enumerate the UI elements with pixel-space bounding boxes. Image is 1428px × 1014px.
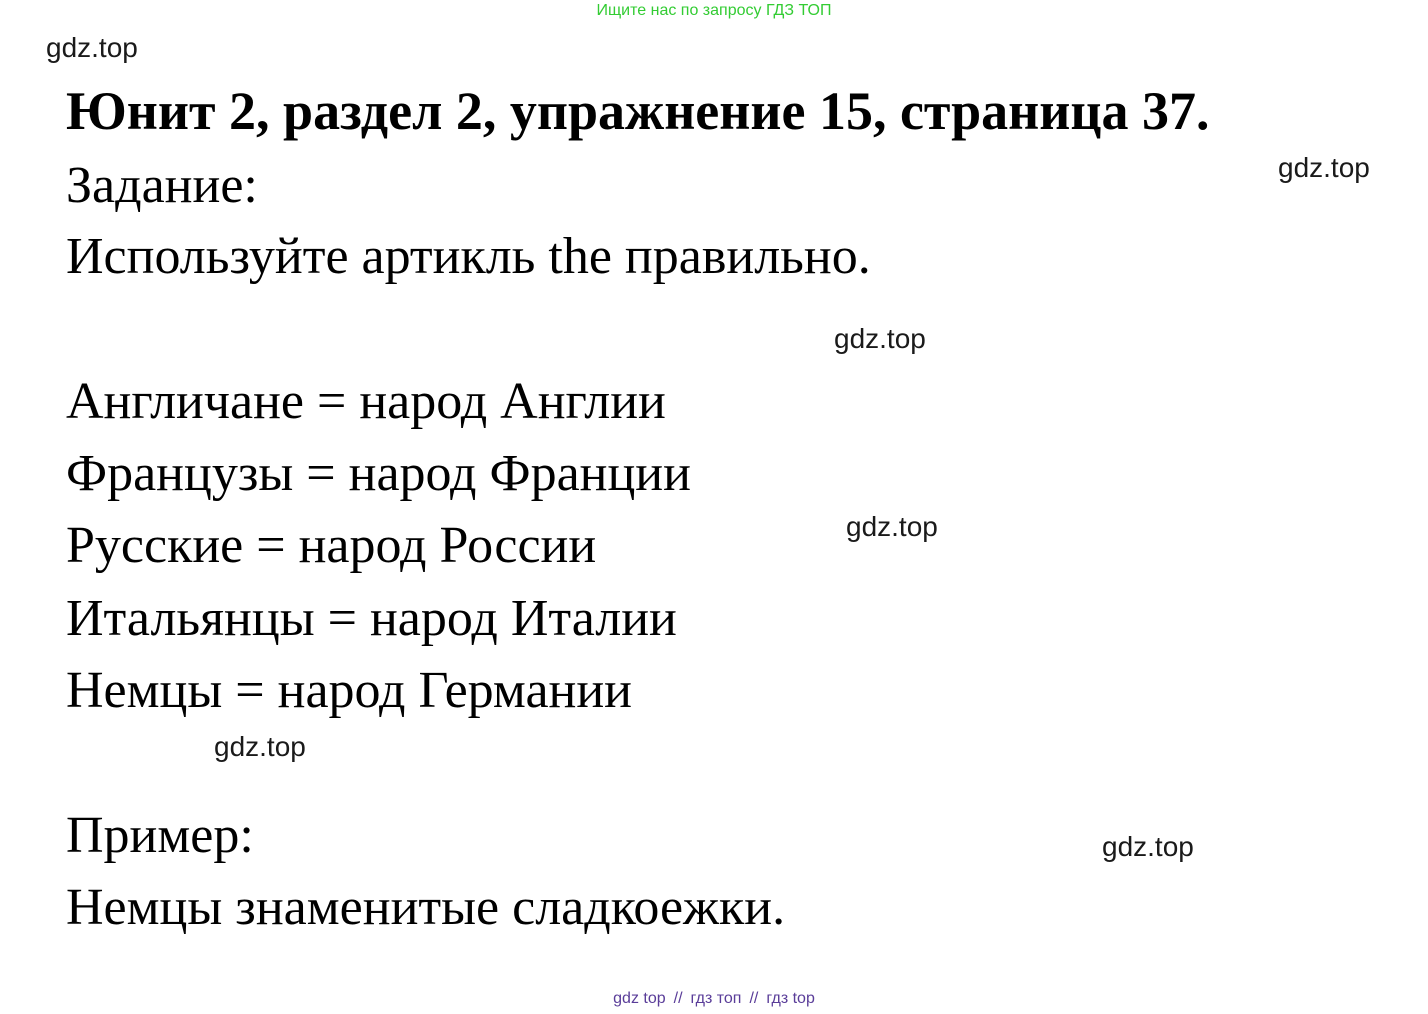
pair-line: Англичане = народ Англии — [66, 373, 666, 430]
footer-link[interactable]: гдз top — [766, 990, 815, 1007]
footer-link[interactable]: гдз топ — [690, 990, 742, 1007]
watermark: gdz.top — [846, 511, 938, 542]
pair-line: Итальянцы = народ Италии — [66, 590, 677, 647]
task-text: Используйте артикль the правильно. — [66, 228, 871, 285]
footer-links — [0, 990, 1428, 1008]
pair-line: Французы = народ Франции — [66, 445, 691, 502]
search-banner: Ищите нас по запросу ГДЗ ТОП — [596, 2, 832, 19]
watermark: gdz.top — [46, 32, 138, 63]
page-title: Юнит 2, раздел 2, упражнение 15, страница 37. — [66, 81, 1210, 141]
pair-line: Русские = народ России — [66, 517, 597, 574]
footer-separator: // — [749, 990, 759, 1007]
pair-line: Немцы = народ Германии — [66, 662, 633, 719]
footer-separator: // — [673, 990, 683, 1007]
watermark: gdz.top — [834, 323, 926, 354]
example-text: Немцы знаменитые сладкоежки. — [66, 879, 786, 936]
watermark: gdz.top — [1278, 152, 1370, 183]
watermark: gdz.top — [1102, 831, 1194, 862]
example-label: Пример: — [66, 807, 254, 864]
footer-link[interactable]: gdz top — [613, 990, 666, 1007]
watermark: gdz.top — [214, 731, 306, 762]
task-label: Задание: — [66, 157, 258, 214]
